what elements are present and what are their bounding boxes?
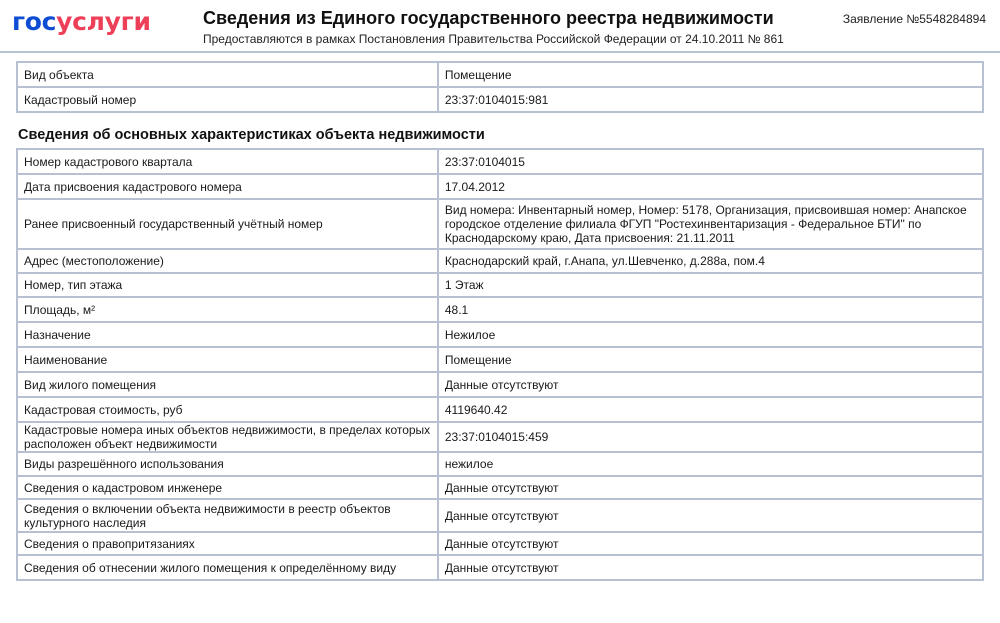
row-label: Кадастровая стоимость, руб <box>17 397 438 422</box>
table-row <box>17 297 983 322</box>
section-title: Сведения об основных характеристиках объекта недвижимости <box>18 127 485 143</box>
characteristics-table <box>16 148 984 581</box>
row-value: Данные отсутствуют <box>438 555 983 580</box>
table-row <box>17 532 983 555</box>
row-value: Нежилое <box>438 322 983 347</box>
row-label: Кадастровый номер <box>17 87 438 112</box>
table-row <box>17 476 983 499</box>
row-value: Помещение <box>438 347 983 372</box>
object-info-table <box>16 61 984 113</box>
table-row <box>17 62 983 87</box>
row-label: Вид жилого помещения <box>17 372 438 397</box>
row-label: Сведения о кадастровом инженере <box>17 476 438 499</box>
row-label: Виды разрешённого использования <box>17 452 438 476</box>
row-value: 1 Этаж <box>438 273 983 297</box>
table-row <box>17 149 983 174</box>
gosuslugi-logo[interactable] <box>12 6 151 38</box>
logo-text-gos: гос <box>12 7 57 36</box>
table-row <box>17 174 983 199</box>
logo-text-uslugi: услуги <box>56 7 151 36</box>
row-label: Назначение <box>17 322 438 347</box>
row-label: Кадастровые номера иных объектов недвижимости, в пределах которых расположен объект недвижимости <box>17 422 438 452</box>
row-label: Площадь, м² <box>17 297 438 322</box>
table-row <box>17 347 983 372</box>
row-value: нежилое <box>438 452 983 476</box>
application-number: Заявление №5548284894 <box>842 12 986 26</box>
table-row <box>17 273 983 297</box>
row-value: 4119640.42 <box>438 397 983 422</box>
document-header <box>0 0 1000 56</box>
row-value: Данные отсутствуют <box>438 499 983 532</box>
table-row <box>17 452 983 476</box>
row-value: 23:37:0104015:981 <box>438 87 983 112</box>
row-value: 17.04.2012 <box>438 174 983 199</box>
row-label: Номер, тип этажа <box>17 273 438 297</box>
row-value: Краснодарский край, г.Анапа, ул.Шевченко, д.288а, пом.4 <box>438 249 983 273</box>
row-label: Вид объекта <box>17 62 438 87</box>
table-row <box>17 397 983 422</box>
row-value: Данные отсутствуют <box>438 372 983 397</box>
table-row <box>17 422 983 452</box>
row-value: 48.1 <box>438 297 983 322</box>
row-label: Сведения о правопритязаниях <box>17 532 438 555</box>
table-row <box>17 322 983 347</box>
row-label: Дата присвоения кадастрового номера <box>17 174 438 199</box>
row-label: Наименование <box>17 347 438 372</box>
row-value: 23:37:0104015:459 <box>438 422 983 452</box>
row-label: Номер кадастрового квартала <box>17 149 438 174</box>
table-row <box>17 499 983 532</box>
table-row <box>17 555 983 580</box>
table-row <box>17 87 983 112</box>
row-value: Данные отсутствуют <box>438 476 983 499</box>
row-value: Данные отсутствуют <box>438 532 983 555</box>
document-subtitle: Предоставляются в рамках Постановления Правительства Российской Федерации от 24.10.2011 № 861 <box>203 32 784 46</box>
row-value: 23:37:0104015 <box>438 149 983 174</box>
row-label: Ранее присвоенный государственный учётный номер <box>17 199 438 249</box>
row-label: Адрес (местоположение) <box>17 249 438 273</box>
row-value: Вид номера: Инвентарный номер, Номер: 5178, Организация, присвоившая номер: Анапское городское отделение филиала ФГУП "Ростехинвентаризация - Федеральное БТИ" по Краснодарскому краю, Дата присвоения: 21.11.2011 <box>438 199 983 249</box>
header-divider <box>0 51 1000 53</box>
row-label: Сведения о включении объекта недвижимости в реестр объектов культурного наследия <box>17 499 438 532</box>
row-label: Сведения об отнесении жилого помещения к определённому виду <box>17 555 438 580</box>
table-row <box>17 249 983 273</box>
table-row <box>17 199 983 249</box>
table-row <box>17 372 983 397</box>
row-value: Помещение <box>438 62 983 87</box>
document-title: Сведения из Единого государственного реестра недвижимости <box>203 8 774 28</box>
